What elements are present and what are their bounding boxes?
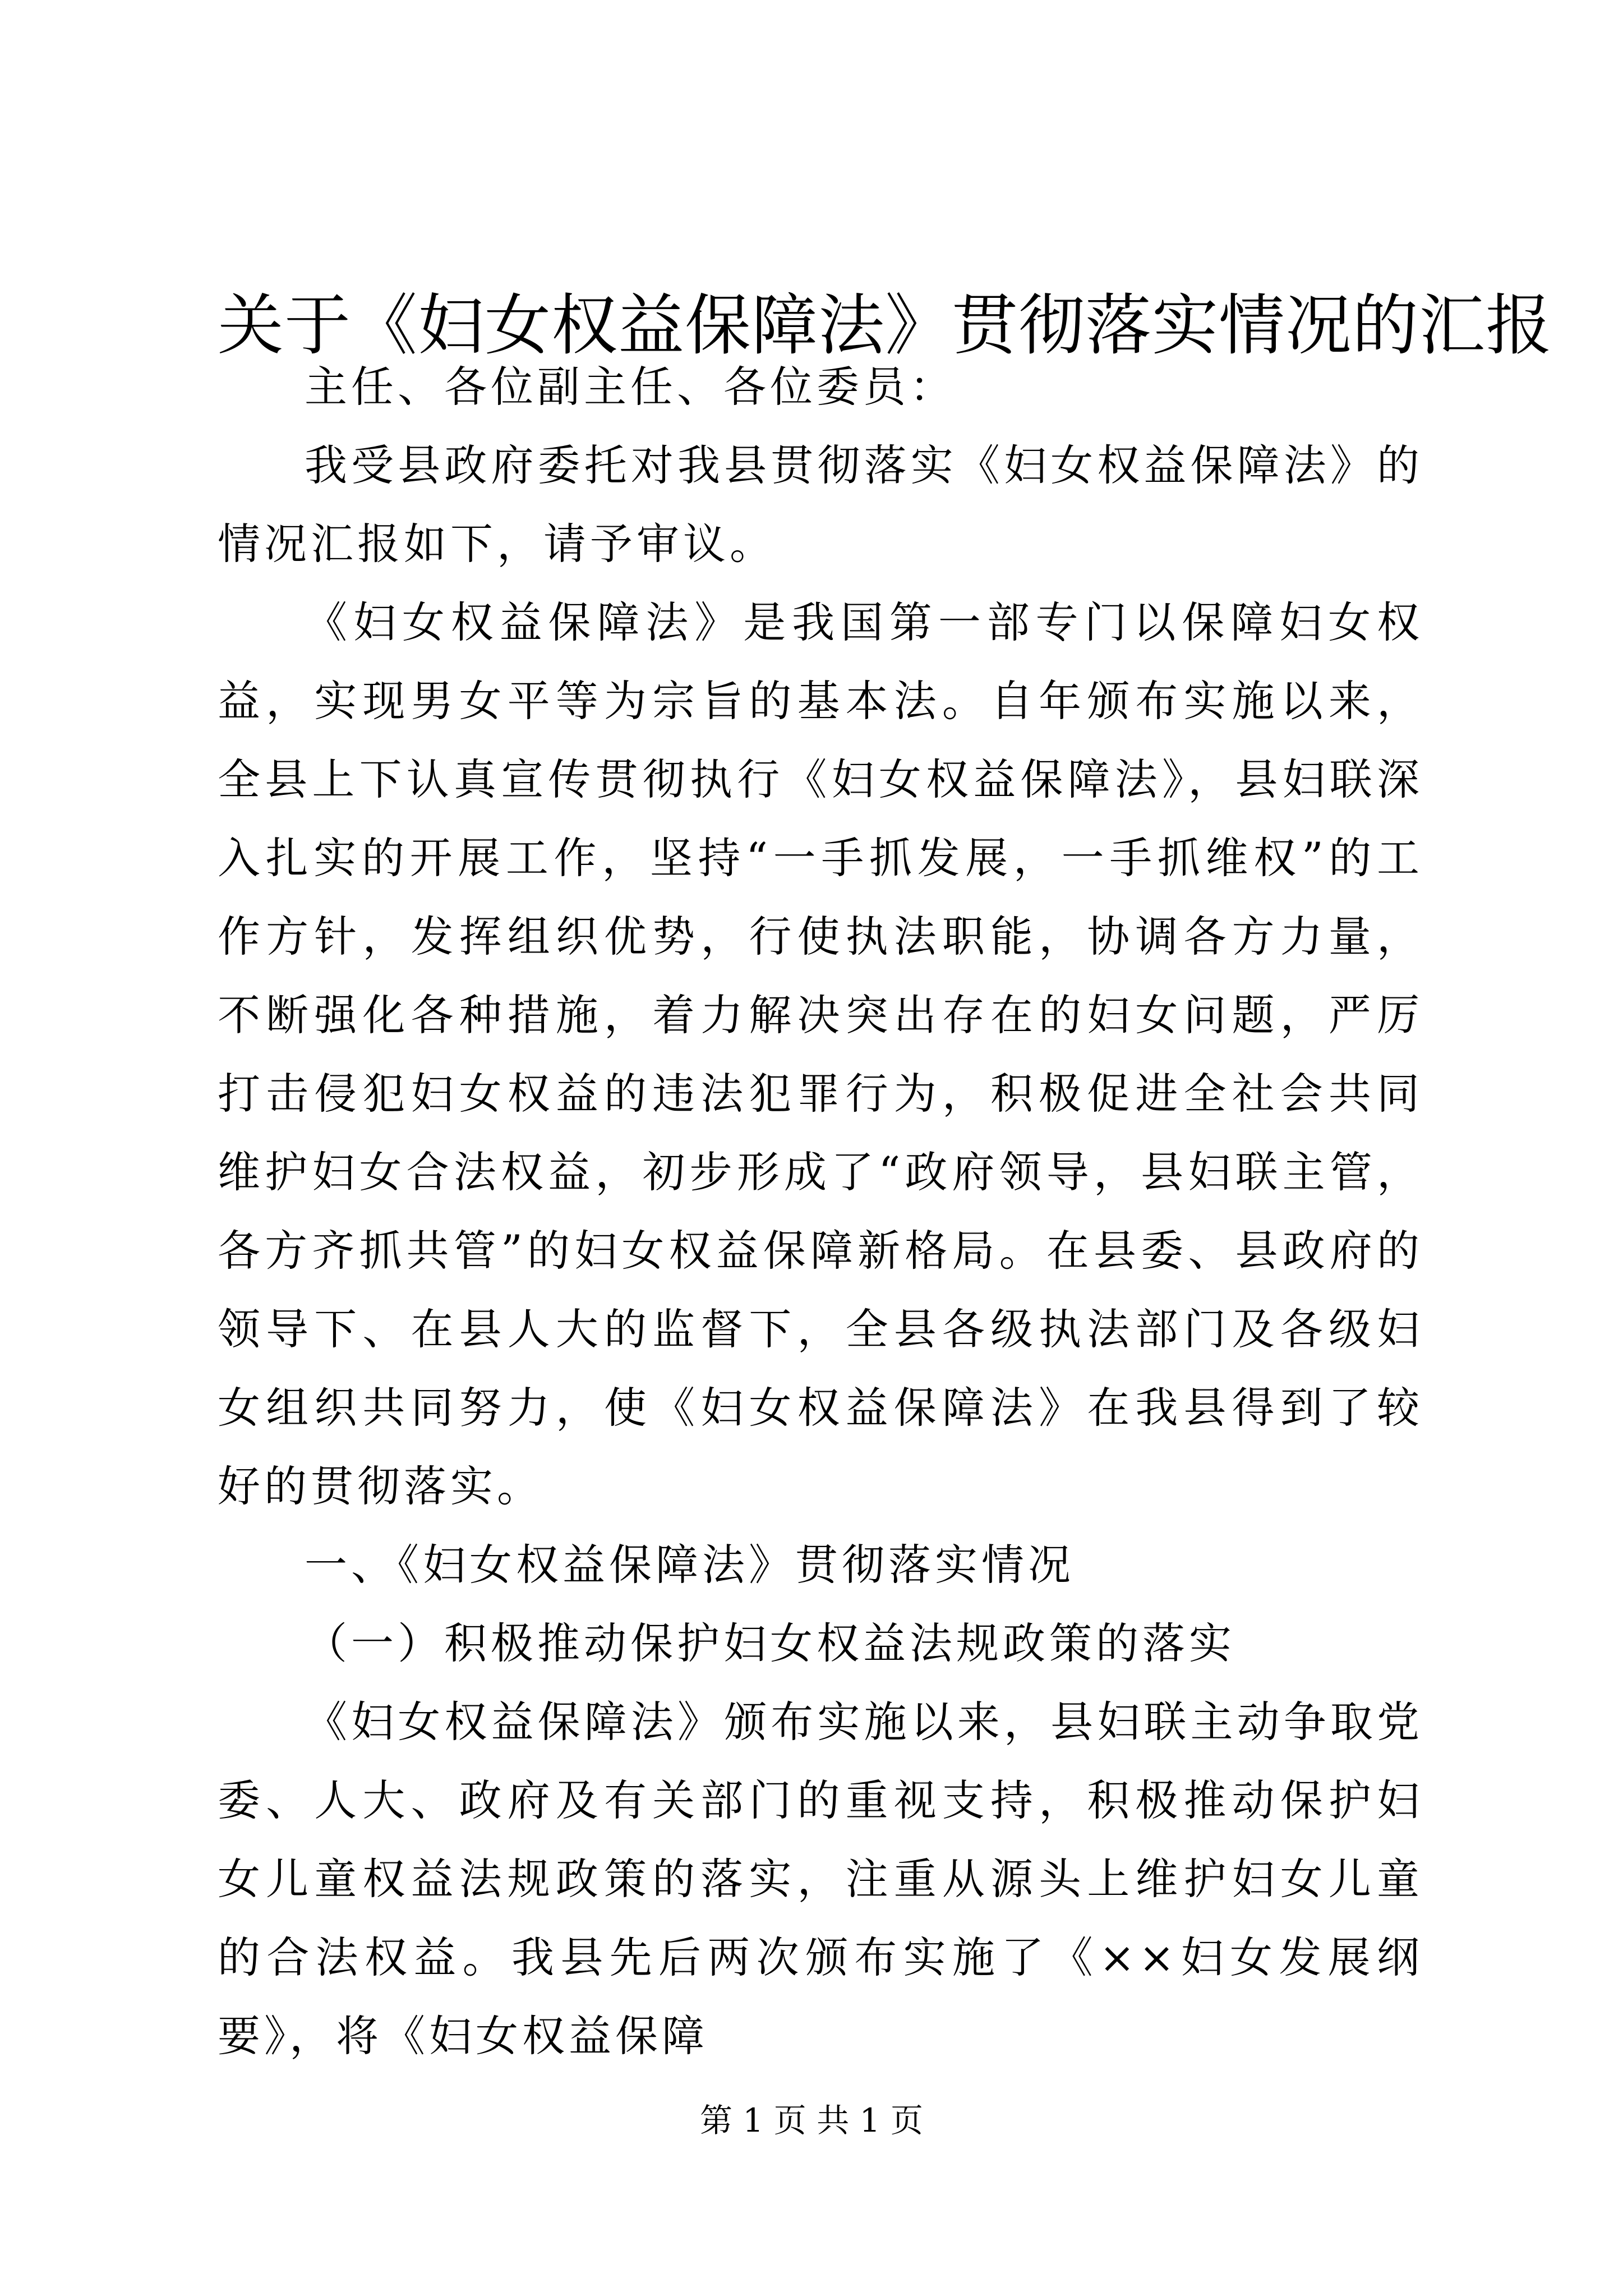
page-footer: 第 1 页 共 1 页 [700, 2101, 923, 2139]
document-body [218, 348, 1423, 2076]
document-title: 关于《妇女权益保障法》贯彻落实情况的汇报 [218, 287, 1553, 364]
salutation-paragraph: 主任、各位副主任、各位委员： [305, 362, 956, 412]
background-paragraph: 《妇女权益保障法》是我国第一部专门以保障妇女权益，实现男女平等为宗旨的基本法。自年颁布实施以来，全县上下认真宣传贯彻执行《妇女权益保障法》，县妇联深入扎实的开展工作，坚持“一手抓发展，一手抓维权”的工作方针，发挥组织优势，行使执法职能，协调各方力量，不断强化各种措施，着力解决突出存在的妇女问题，严厉打击侵犯妇女权益的违法犯罪行为，积极促进全社会共同维护妇女合法权益，初步形成了“政府领导，县妇联主管，各方齐抓共管”的妇女权益保障新格局。在县委、县政府的领导下、在县人大的监督下，全县各级执法部门及各级妇女组织共同努力，使《妇女权益保障法》在我县得到了较好的贯彻落实。 [218, 597, 1423, 1511]
subsection-heading: （一）积极推动保护妇女权益法规政策的落实 [305, 1618, 1235, 1668]
subsection-paragraph: 《妇女权益保障法》颁布实施以来，县妇联主动争取党委、人大、政府及有关部门的重视支持，积极推动保护妇女儿童权益法规政策的落实，注重从源头上维护妇女儿童的合法权益。我县先后两次颁布实施了《××妇女发展纲要》，将《妇女权益保障 [218, 1697, 1423, 2061]
section-heading: 一、《妇女权益保障法》贯彻落实情况 [305, 1540, 1075, 1590]
intro-paragraph: 我受县政府委托对我县贯彻落实《妇女权益保障法》的情况汇报如下，请予审议。 [218, 440, 1423, 569]
